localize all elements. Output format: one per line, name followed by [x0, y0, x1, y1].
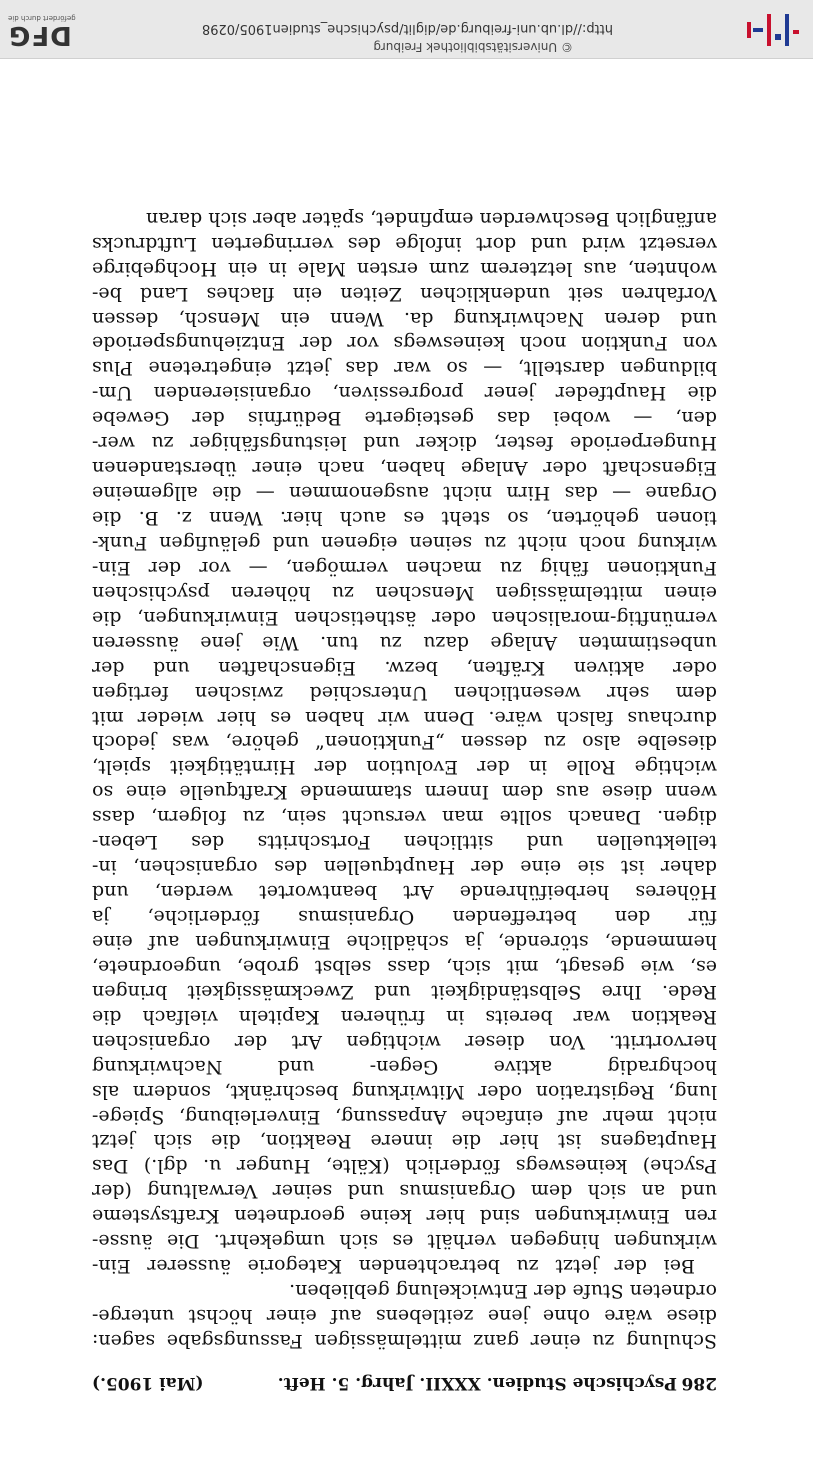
running-head: Psychische Studien. XXXII. Jahrg. 5. Heft. — [277, 1373, 677, 1393]
text-line: dieselbe also zu dessen „Funktionen“ gehöre, was jedoch — [92, 731, 717, 754]
text-line: die Hauptfeder jener progressiven, organisierenden Um- — [92, 382, 717, 405]
footer-strip — [0, 0, 813, 59]
text-line: von Funktion noch keineswegs vor der Entziehungsperiode — [92, 332, 717, 355]
text-line: ordneten Stufe der Entwickelung geblieben. — [289, 1280, 717, 1303]
body-text — [92, 206, 717, 1353]
text-line: nicht mehr auf einfache Anpassung, Einverleibung, Spiege- — [92, 1105, 717, 1128]
text-line: Funktionen fähig zu machen vermögen, — vor der Ein- — [92, 556, 717, 579]
text-line: tellektuellen und sittlichen Fortschritts des Leben- — [92, 831, 717, 854]
text-line: unbestimmten Anlage dazu zu tun. Wie jene äusseren — [92, 631, 717, 654]
text-line: Psyche) keineswegs förderlich (Kälte, Hunger u. dgl.) Das — [92, 1155, 717, 1178]
text-line: wirkung noch nicht zu seinen eigenen und geläufigen Funk- — [92, 532, 717, 554]
text-line: ren Einwirkungen sind hier keine geordneten Kraftsysteme — [92, 1205, 717, 1228]
text-line: hemmende, störende, ja schädliche Einwirkungen auf eine — [92, 931, 717, 953]
dfg-logo-mark: DFG — [8, 20, 72, 50]
page-header — [92, 1367, 717, 1393]
dfg-logo-caption: gefördert durch die — [8, 14, 76, 22]
text-line: wirkungen hingegen verhält es sich umgekehrt. Die äusse- — [92, 1230, 717, 1253]
university-library-logo — [743, 8, 803, 52]
text-line: Eigenschaft oder Anlage haben, nach einer überstandenen — [92, 457, 717, 480]
text-line: Schulung zu einer ganz mittelmässigen Fassungsgabe sagen: — [92, 1330, 717, 1352]
source-url-link[interactable]: http://dl.ub.uni-freiburg.de/diglit/psychische_studien1905/0298 — [201, 21, 613, 36]
text-line: Hungerperiode fester, dicker und leistungsfähiger zu wer- — [92, 432, 717, 455]
text-line: Bei der jetzt zu betrachtenden Kategorie äusserer Ein- — [92, 1255, 695, 1278]
text-line: hochgradig aktive Gegen- und Nachwirkung — [92, 1055, 717, 1078]
text-line: Reaktion war bereits in früheren Kapiteln vielfach die — [92, 1005, 717, 1028]
text-line: lung, Registration oder Mitwirkung beschränkt, sondern als — [92, 1080, 717, 1103]
text-line: Rede. Ihre Selbständigkeit und Zweckmässigkeit bringen — [92, 980, 717, 1003]
text-line: digen. Danach sollte man versucht sein, zu folgern, dass — [92, 806, 717, 829]
text-line: daher ist sie eine der Hauptquellen des organischen, in- — [92, 856, 717, 879]
text-line: wichtige Rolle in der Evolution der Hirntätigkeit spielt, — [92, 756, 717, 779]
text-line: es, wie gesagt, mit sich, dass selbst grobe, ungeordnete, — [92, 955, 717, 978]
text-line: und deren Nachwirkung da. Wenn ein Mensch, dessen — [92, 307, 717, 330]
text-line: durchaus falsch wäre. Denn wir haben es hier wieder mit — [92, 706, 717, 729]
text-line: Organe — das Hirn nicht ausgenommen — die allgemeine — [92, 482, 717, 505]
text-line: für den betreffenden Organismus förderliche, ja — [92, 906, 717, 929]
text-line: wohnten, aus letzterem zum ersten Male in ein Hochgebirge — [92, 257, 717, 280]
text-line: und an sich dem Organismus und seiner Verwaltung (der — [92, 1180, 717, 1203]
text-line: Höheres herbeiführende Art beantwortet werden, und — [92, 881, 717, 904]
dfg-logo — [8, 6, 82, 48]
text-line: tionen gehörten, so steht es auch hier. Wenn z. B. die — [92, 507, 717, 530]
text-line: versetzt wird und dort infolge des verringerten Luftdrucks — [92, 232, 717, 255]
text-line: hervortritt. Von dieser wichtigen Art der organischen — [92, 1030, 717, 1053]
text-line: diese wäre ohne jene zeitlebens auf einer höchst unterge- — [92, 1305, 717, 1328]
page-number: 286 — [681, 1373, 717, 1393]
text-line: dem sehr wesentlichen Unterschied zwischen fertigen — [92, 681, 717, 704]
text-line: anfänglich Beschwerden empfindet, später aber sich daran — [146, 207, 717, 230]
text-line: vernünftig-moralischen oder ästhetischen Einwirkungen, die — [92, 606, 717, 629]
text-line: den, — wobei das gesteigerte Bedürfnis der Gewebe — [92, 407, 717, 430]
text-line: oder aktiven Kräften, bezw. Eigenschaften und der — [92, 656, 717, 679]
text-line: Hauptagens ist hier die innere Reaktion, die sich jetzt — [92, 1130, 717, 1153]
text-line: wenn diese aus dem Innern stammende Kraftquelle eine so — [92, 781, 717, 804]
copyright-notice: © Universitätsbibliothek Freiburg — [373, 40, 573, 54]
text-line: einen mittelmässigen Menschen zu höheren psychischen — [92, 581, 717, 604]
text-line: Vorfahren seit undenklichen Zeiten ein flaches Land be- — [92, 282, 717, 305]
issue-info: (Mai 1905.) — [92, 1373, 204, 1393]
text-line: bildungen darstellt, — so war das jetzt eingetretene Plus — [92, 357, 717, 380]
